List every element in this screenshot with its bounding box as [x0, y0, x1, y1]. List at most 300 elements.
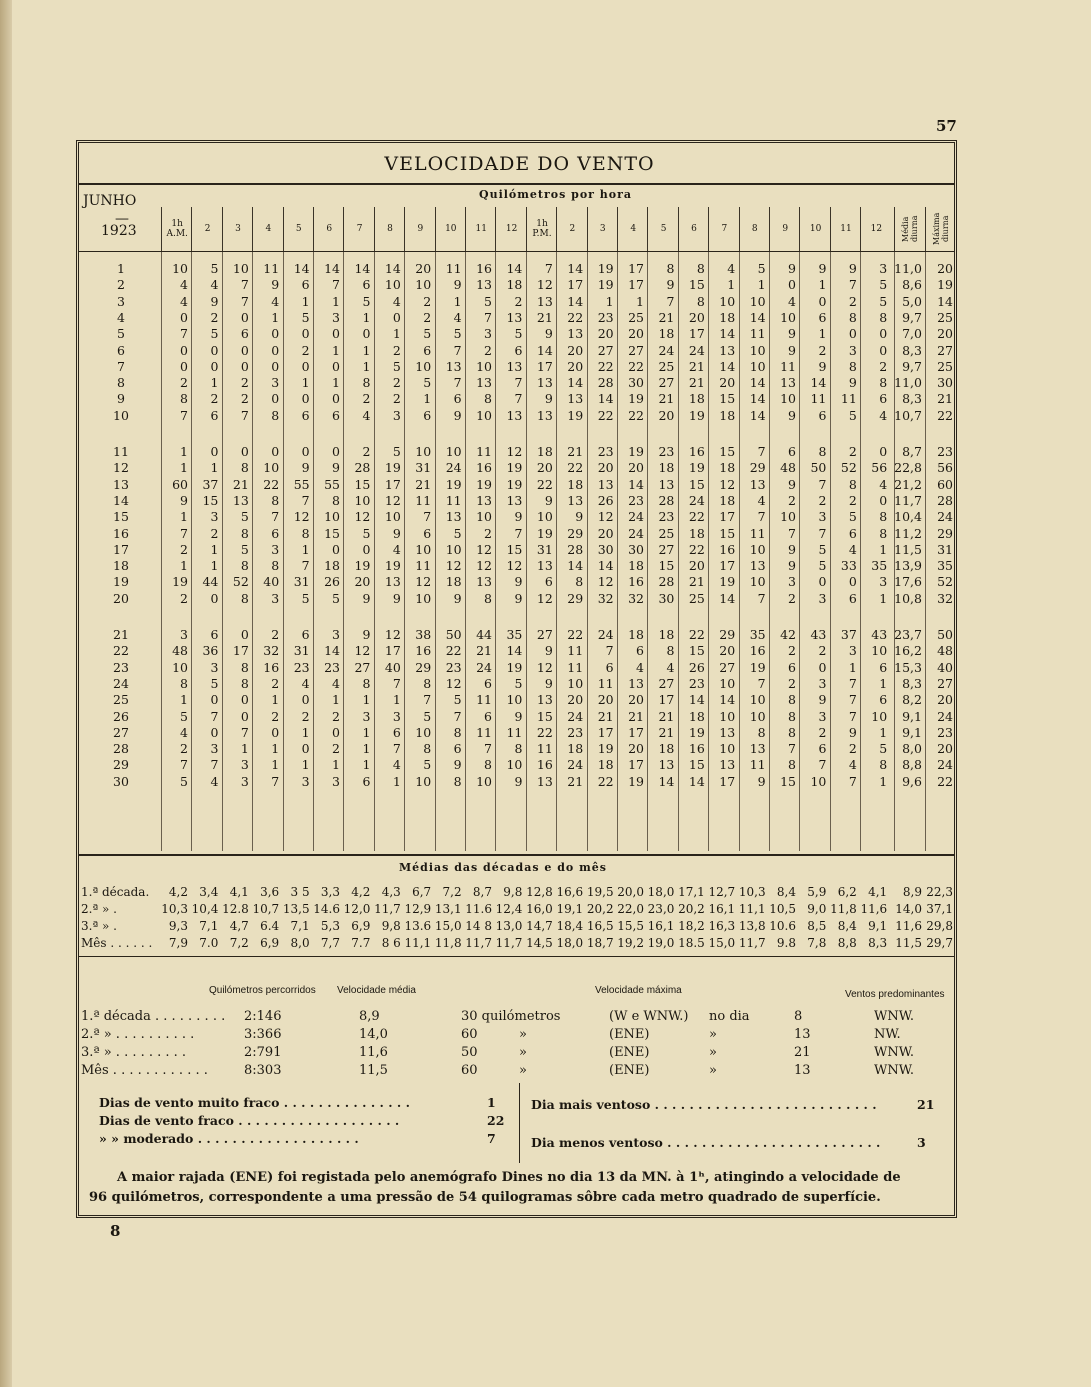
hourly-value: 7: [180, 407, 188, 423]
daily-max: 20: [937, 741, 953, 757]
hourly-value: 23: [445, 659, 462, 675]
hourly-value: 19: [172, 574, 188, 590]
daily-max: 50: [937, 627, 953, 642]
means-title: Médias das décadas e do mês: [399, 861, 607, 874]
hourly-value: 19: [597, 741, 614, 757]
hourly-value: 10: [871, 643, 888, 659]
hourly-value: 8: [848, 358, 857, 374]
hourly-value: 13: [628, 675, 644, 691]
hourly-value: 14: [324, 261, 340, 276]
hourly-value: 11: [597, 675, 614, 691]
table-row: [79, 408, 954, 426]
hourly-value: 2: [362, 391, 371, 407]
hourly-value: 9: [818, 358, 827, 374]
hourly-value: 18: [719, 309, 736, 325]
table-row: [79, 542, 954, 560]
hourly-value: 17: [719, 558, 736, 574]
hourly-value: 15: [719, 525, 736, 541]
means-label: 1.ª década.: [81, 885, 150, 899]
hourly-value: 1: [848, 659, 857, 675]
hourly-value: 35: [871, 558, 888, 574]
summary-label: 2.ª » . . . . . . . . . .: [81, 1027, 195, 1042]
hourly-value: 56: [871, 460, 888, 476]
hourly-value: 24: [597, 627, 614, 642]
hourly-value: 1: [727, 277, 736, 293]
hourly-value: 8: [848, 476, 857, 492]
hourly-value: 2: [392, 342, 401, 358]
hourly-value: 1: [392, 773, 401, 789]
hourly-value: 3: [240, 773, 249, 789]
hourly-value: 17: [719, 773, 736, 789]
hourly-value: 16: [536, 757, 553, 773]
day-number: 23: [113, 659, 129, 675]
hourly-value: 20: [354, 574, 371, 590]
summary-dia-lbl: »: [709, 1063, 717, 1078]
daily-max: 24: [937, 509, 953, 525]
hourly-value: 9: [544, 675, 553, 691]
hourly-value: 3: [210, 509, 219, 525]
hourly-value: 6: [605, 659, 614, 675]
daily-mean: 11,2: [894, 525, 922, 541]
table-row: [79, 709, 954, 727]
hourly-value: 2: [818, 492, 827, 508]
hourly-value: 2: [484, 342, 492, 358]
hourly-value: 0: [180, 358, 188, 374]
page-number: 57: [936, 117, 957, 135]
hourly-value: 10: [719, 293, 736, 309]
hourly-value: 0: [210, 444, 219, 459]
hourly-value: 31: [536, 541, 553, 557]
hourly-value: 0: [210, 590, 219, 606]
hourly-value: 10: [749, 293, 766, 309]
daily-mean: 16,2: [894, 643, 922, 659]
hourly-value: 21: [658, 391, 675, 407]
mean-value: 22,0: [617, 902, 644, 916]
hourly-value: 7: [180, 757, 188, 773]
days-stat-label: » » moderado . . . . . . . . . . . . . . . . . . .: [99, 1131, 359, 1146]
hourly-value: 9: [453, 277, 462, 293]
hourly-value: 16: [688, 741, 705, 757]
hourly-value: 9: [788, 342, 796, 358]
hourly-value: 7: [301, 558, 310, 574]
hour-header: 1h A.M.: [161, 207, 192, 251]
hourly-value: 4: [727, 261, 736, 276]
hourly-value: 7: [240, 277, 249, 293]
hourly-value: 4: [636, 659, 644, 675]
hourly-value: 30: [628, 541, 644, 557]
hourly-value: 7: [271, 509, 280, 525]
hourly-value: 0: [332, 391, 340, 407]
mean-value: 3,3: [320, 885, 340, 899]
hourly-value: 20: [628, 741, 644, 757]
hourly-value: 7: [757, 444, 766, 459]
hourly-value: 2: [848, 444, 857, 459]
hourly-value: 11: [536, 741, 553, 757]
hourly-value: 12: [384, 492, 401, 508]
hourly-value: 1: [301, 757, 310, 773]
hourly-value: 13: [476, 375, 492, 391]
hourly-value: 10: [536, 509, 553, 525]
table-row: [79, 526, 954, 544]
summary-rule: [79, 956, 954, 957]
mean-value: 17,1: [678, 885, 705, 899]
table-row: [79, 509, 954, 527]
hourly-value: 11: [749, 326, 766, 342]
hourly-value: 3: [818, 509, 827, 525]
hourly-value: 7: [818, 757, 827, 773]
hourly-value: 13: [445, 509, 462, 525]
hourly-value: 2: [879, 358, 888, 374]
hourly-value: 6: [301, 277, 310, 293]
hourly-value: 0: [240, 708, 249, 724]
hourly-value: 8: [332, 492, 340, 508]
hourly-value: 0: [240, 358, 249, 374]
hourly-value: 3: [271, 375, 280, 391]
hourly-value: 8: [453, 724, 462, 740]
hourly-value: 10: [445, 541, 462, 557]
means-label: 2.ª » .: [81, 902, 117, 916]
hourly-value: 44: [202, 574, 219, 590]
mean-value: 3,6: [260, 885, 280, 899]
hourly-value: 13: [719, 757, 736, 773]
hourly-value: 40: [384, 659, 401, 675]
hourly-value: 2: [271, 627, 280, 642]
hourly-value: 10: [415, 590, 432, 606]
table-row: [79, 741, 954, 759]
hourly-value: 19: [536, 525, 553, 541]
hourly-value: 6: [362, 773, 371, 789]
hourly-value: 18: [719, 407, 736, 423]
hourly-value: 27: [719, 659, 736, 675]
mean-value: 19,1: [556, 902, 584, 916]
hourly-value: 1: [210, 460, 219, 476]
hourly-value: 4: [180, 293, 188, 309]
hourly-value: 10: [780, 309, 796, 325]
daily-max: 24: [937, 757, 953, 773]
hourly-value: 5: [879, 277, 888, 293]
hourly-value: 7: [757, 509, 766, 525]
hourly-value: 27: [536, 627, 553, 642]
hourly-value: 4: [848, 541, 857, 557]
hourly-value: 5: [392, 444, 401, 459]
hourly-value: 9: [301, 460, 310, 476]
hourly-value: 3: [180, 627, 188, 642]
hourly-value: 0: [332, 326, 340, 342]
hourly-value: 8: [180, 675, 188, 691]
mean-value: 16,0: [526, 902, 553, 916]
hourly-value: 6: [392, 724, 401, 740]
hourly-value: 20: [597, 326, 614, 342]
hourly-value: 1: [879, 773, 888, 789]
day-number: 4: [117, 309, 125, 325]
hourly-value: 7: [301, 492, 310, 508]
mean-value: 20,2: [586, 902, 614, 916]
hourly-value: 10: [476, 773, 492, 789]
hourly-value: 26: [688, 659, 705, 675]
hourly-value: 1: [271, 692, 280, 708]
hourly-value: 7: [392, 741, 401, 757]
hourly-value: 18: [597, 757, 614, 773]
hourly-value: 4: [362, 407, 371, 423]
hourly-value: 30: [658, 590, 675, 606]
hourly-value: 14: [567, 375, 584, 391]
hourly-value: 0: [240, 627, 249, 642]
hourly-value: 4: [392, 541, 401, 557]
summary-vmax: 60: [461, 1027, 478, 1042]
hourly-value: 20: [415, 261, 432, 276]
mean-value: 8 6: [381, 936, 401, 950]
hourly-value: 11: [415, 558, 432, 574]
mean-value: 12,7: [708, 885, 736, 899]
daily-max: 27: [937, 342, 953, 358]
hourly-value: 8: [757, 724, 766, 740]
hourly-value: 15: [688, 757, 705, 773]
hourly-value: 3: [392, 708, 401, 724]
hourly-value: 0: [879, 444, 888, 459]
hourly-value: 26: [597, 492, 614, 508]
mean-value: 4,3: [381, 885, 401, 899]
hourly-value: 2: [392, 391, 401, 407]
hourly-value: 4: [271, 293, 280, 309]
hour-header: 12: [495, 207, 526, 251]
hourly-value: 7: [818, 525, 827, 541]
summary-row: [79, 1063, 954, 1081]
hourly-value: 5: [362, 525, 371, 541]
days-stat-value: 22: [487, 1113, 505, 1128]
daily-mean: 9,1: [902, 708, 922, 724]
daily-max: 24: [937, 708, 953, 724]
hourly-value: 14: [810, 375, 827, 391]
hourly-value: 6: [788, 659, 796, 675]
hourly-value: 9: [757, 773, 766, 789]
hourly-value: 10: [232, 261, 249, 276]
hourly-value: 48: [172, 643, 188, 659]
means-daily-max: 29,7: [926, 936, 953, 950]
hourly-value: 0: [301, 444, 310, 459]
hourly-value: 19: [628, 773, 644, 789]
table-row: [79, 277, 954, 295]
hourly-value: 2: [423, 309, 432, 325]
hourly-value: 19: [445, 476, 462, 492]
hourly-value: 2: [301, 708, 310, 724]
hourly-value: 14: [688, 692, 705, 708]
hourly-value: 10: [445, 444, 462, 459]
summary-quote: »: [519, 1045, 527, 1060]
hourly-value: 18: [658, 627, 675, 642]
hourly-value: 10: [172, 261, 188, 276]
hourly-value: 15: [202, 492, 219, 508]
hourly-value: 7: [514, 391, 523, 407]
mean-value: 10,4: [191, 902, 219, 916]
hourly-value: 13: [658, 757, 675, 773]
hourly-value: 10: [384, 277, 401, 293]
hourly-value: 18: [719, 492, 736, 508]
hourly-value: 8: [575, 574, 584, 590]
hourly-value: 3: [879, 574, 888, 590]
hourly-value: 18: [567, 741, 584, 757]
hourly-value: 10: [506, 757, 523, 773]
hourly-value: 10: [415, 724, 432, 740]
means-daily-mean: 14,0: [895, 902, 922, 916]
hourly-value: 5: [879, 741, 888, 757]
hourly-value: 4: [848, 757, 857, 773]
hourly-value: 6: [240, 326, 249, 342]
hourly-value: 22: [263, 476, 280, 492]
hourly-value: 50: [810, 460, 827, 476]
hourly-value: 2: [514, 293, 523, 309]
daily-max: 40: [937, 659, 953, 675]
hourly-value: 17: [536, 358, 553, 374]
hourly-value: 0: [210, 342, 219, 358]
hourly-value: 14: [749, 407, 766, 423]
hourly-value: 1: [362, 358, 371, 374]
mean-value: 7,1: [290, 919, 310, 933]
hourly-value: 17: [628, 277, 644, 293]
hourly-value: 11: [476, 692, 492, 708]
summary-km: 3:366: [244, 1027, 282, 1042]
hourly-value: 14: [658, 773, 675, 789]
hourly-value: 2: [818, 643, 827, 659]
hourly-value: 12: [384, 627, 401, 642]
hourly-value: 8: [788, 757, 796, 773]
hour-header: 8: [374, 207, 405, 251]
hour-header: 9: [769, 207, 800, 251]
hourly-value: 7: [788, 741, 796, 757]
mean-value: 8,0: [290, 936, 310, 950]
mean-value: 13,1: [434, 902, 462, 916]
summary-dir: (ENE): [609, 1045, 650, 1060]
hourly-value: 4: [757, 492, 766, 508]
hourly-value: 18: [658, 741, 675, 757]
summary-quote: »: [519, 1063, 527, 1078]
hourly-value: 16: [263, 659, 280, 675]
table-row: [79, 326, 954, 344]
summary-row: [79, 1009, 954, 1027]
hourly-value: 4: [332, 675, 340, 691]
hourly-value: 21: [567, 773, 584, 789]
hourly-value: 9: [575, 509, 584, 525]
hourly-value: 18: [324, 558, 340, 574]
hourly-value: 15: [688, 277, 705, 293]
hourly-value: 7: [757, 590, 766, 606]
hourly-value: 8: [362, 375, 371, 391]
hourly-value: 1: [636, 293, 644, 309]
hourly-value: 36: [202, 643, 219, 659]
means-daily-mean: 8,9: [902, 885, 922, 899]
hourly-value: 18: [688, 391, 705, 407]
hourly-value: 8: [788, 692, 796, 708]
hourly-value: 1: [362, 342, 371, 358]
hourly-value: 40: [263, 574, 280, 590]
hourly-value: 19: [476, 476, 492, 492]
mean-value: 16,6: [556, 885, 584, 899]
header-dash: —: [115, 211, 129, 227]
mean-value: 10.6: [769, 919, 796, 933]
mean-value: 7.0: [199, 936, 219, 950]
hourly-value: 8: [879, 509, 888, 525]
table-row: [79, 294, 954, 312]
hourly-value: 3: [848, 342, 857, 358]
daily-mean: 10,8: [894, 590, 922, 606]
hourly-value: 19: [688, 460, 705, 476]
hourly-value: 13: [567, 391, 584, 407]
summary-vm: 11,6: [359, 1045, 388, 1060]
summary-label: 3.ª » . . . . . . . . .: [81, 1045, 187, 1060]
hourly-value: 19: [384, 558, 401, 574]
hourly-value: 9: [544, 326, 553, 342]
hourly-value: 0: [210, 358, 219, 374]
hourly-value: 15: [780, 773, 796, 789]
hourly-value: 8: [696, 261, 705, 276]
hourly-value: 20: [597, 460, 614, 476]
mean-value: 12,8: [526, 885, 553, 899]
hourly-value: 6: [301, 407, 310, 423]
hourly-value: 7: [757, 675, 766, 691]
hourly-value: 2: [240, 391, 249, 407]
hourly-value: 8: [879, 757, 888, 773]
mean-value: 10,7: [252, 902, 280, 916]
hourly-value: 11: [476, 444, 492, 459]
hourly-value: 3: [210, 741, 219, 757]
hourly-value: 3: [271, 541, 280, 557]
hourly-value: 26: [324, 574, 340, 590]
hourly-value: 6: [544, 574, 553, 590]
hourly-value: 4: [788, 293, 796, 309]
mean-value: 15,5: [617, 919, 644, 933]
hourly-value: 29: [719, 627, 736, 642]
hourly-value: 6: [423, 525, 432, 541]
hourly-value: 7: [271, 773, 280, 789]
hourly-value: 9: [514, 509, 523, 525]
hourly-value: 1: [362, 692, 371, 708]
hourly-value: 43: [810, 627, 827, 642]
hourly-value: 19: [354, 558, 371, 574]
hourly-value: 1: [301, 375, 310, 391]
hourly-value: 21: [597, 708, 614, 724]
hourly-value: 8: [848, 309, 857, 325]
hourly-value: 24: [445, 460, 462, 476]
summary-vmax: 50: [461, 1045, 478, 1060]
hourly-value: 6: [848, 590, 857, 606]
hourly-value: 9: [514, 590, 523, 606]
table-row: [79, 676, 954, 694]
summary-dia-lbl: »: [709, 1045, 717, 1060]
hour-header: 9: [404, 207, 435, 251]
mean-value: 14,7: [526, 919, 553, 933]
hourly-value: 9: [788, 541, 796, 557]
hourly-value: 5: [423, 757, 432, 773]
hourly-value: 12: [476, 558, 492, 574]
hourly-value: 4: [180, 277, 188, 293]
daily-mean: 15,3: [894, 659, 922, 675]
hourly-value: 13: [749, 558, 766, 574]
summary-label: 1.ª década . . . . . . . . .: [81, 1009, 226, 1024]
hourly-value: 19: [506, 460, 523, 476]
hourly-value: 7: [210, 757, 219, 773]
hourly-value: 14: [293, 261, 310, 276]
mean-value: 11,1: [738, 902, 766, 916]
daily-mean: 7,0: [902, 326, 922, 342]
hourly-value: 10: [780, 509, 796, 525]
hourly-value: 1: [362, 757, 371, 773]
mean-value: 16,1: [708, 902, 736, 916]
hourly-value: 16: [415, 643, 432, 659]
hourly-value: 3: [332, 773, 340, 789]
hourly-value: 12: [506, 558, 523, 574]
hourly-value: 1: [332, 375, 340, 391]
hourly-value: 17: [567, 277, 584, 293]
hourly-value: 14: [749, 391, 766, 407]
